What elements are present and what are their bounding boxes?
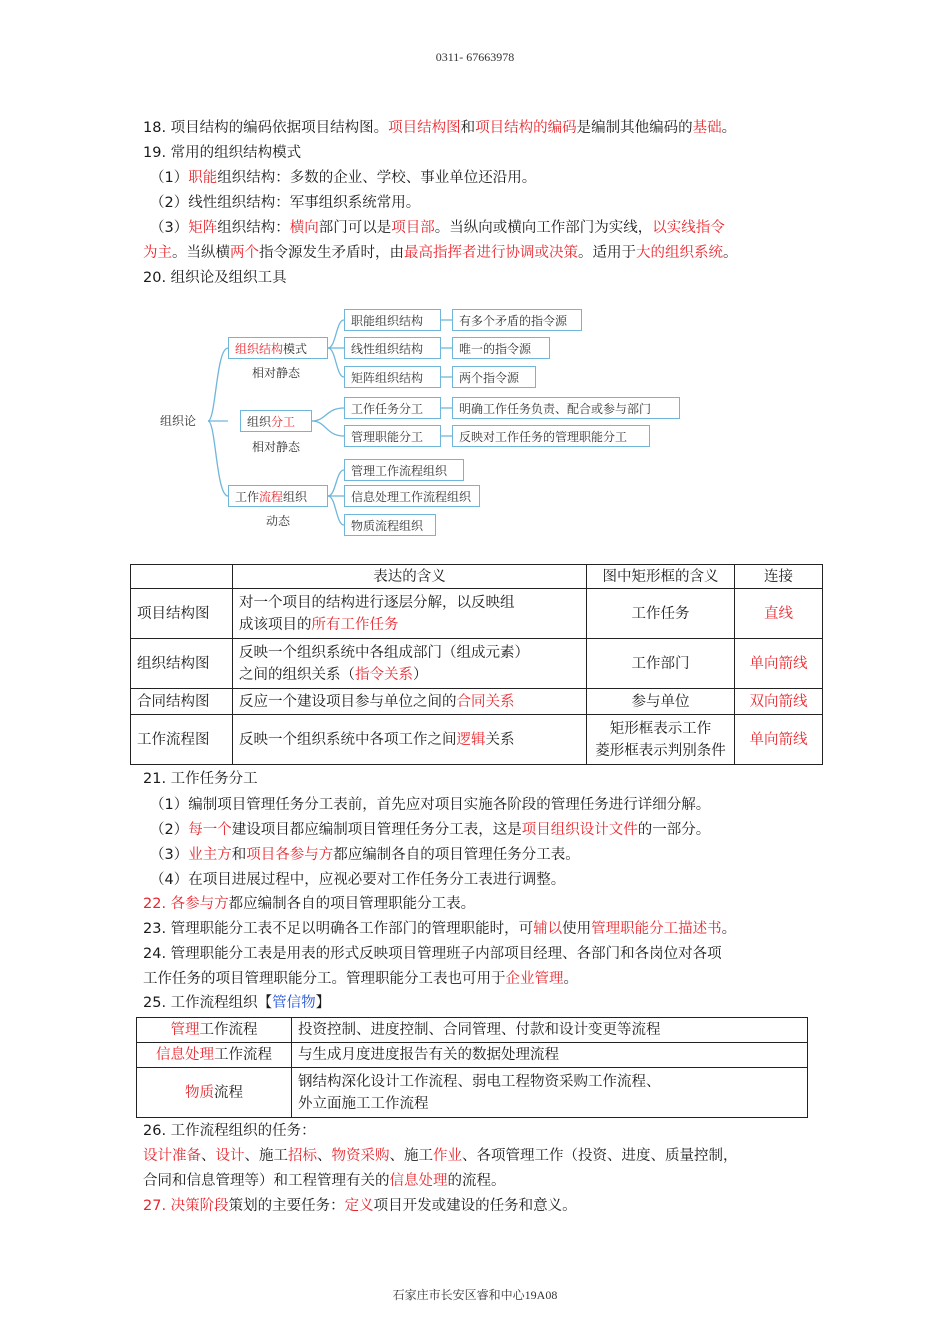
organization-theory-mindmap bbox=[150, 300, 710, 550]
mindmap-root: 组织论 bbox=[160, 414, 197, 428]
table-row: 工作流程图 反映一个组织系统中各项工作之间逻辑关系 矩形框表示工作 菱形框表示判别条件 单向箭线 bbox=[131, 715, 823, 765]
item-25-heading: 25. 工作流程组织【管信物】 bbox=[143, 995, 331, 1011]
mindmap-branch-structure: 组织结构模式 bbox=[228, 337, 328, 359]
mindmap-branch-workflow-sub: 动态 bbox=[266, 514, 291, 528]
mindmap-note: 明确工作任务负责、配合或参与部门 bbox=[452, 397, 680, 419]
item-26-body: 设计准备、设计、施工招标、物资采购、施工作业、各项管理工作（投资、进度、质量控制， bbox=[143, 1148, 738, 1164]
mindmap-item: 物质流程组织 bbox=[344, 514, 436, 536]
mindmap-branch-division: 组织分工 bbox=[240, 410, 312, 432]
mindmap-item: 信息处理工作流程组织 bbox=[344, 485, 480, 507]
table-header: 图中矩形框的含义 bbox=[587, 565, 735, 589]
item-22: 22. 各参与方都应编制各自的项目管理职能分工表。 bbox=[143, 896, 476, 912]
item-23: 23. 管理职能分工表不足以明确各工作部门的管理职能时，可辅以使用管理职能分工描述书。 bbox=[143, 921, 737, 937]
item-19-2: （2）线性组织结构：军事组织系统常用。 bbox=[150, 195, 421, 211]
item-21-3: （3）业主方和项目各参与方都应编制各自的项目管理任务分工表。 bbox=[150, 847, 580, 863]
item-19-3-cont: 为主。当纵横两个指令源发生矛盾时，由最高指挥者进行协调或决策。适用于大的组织系统。 bbox=[143, 245, 738, 261]
table-row: 信息处理工作流程 与生成月度进度报告有关的数据处理流程 bbox=[137, 1043, 808, 1068]
mindmap-item: 工作任务分工 bbox=[344, 397, 441, 419]
table-header: 连接 bbox=[735, 565, 823, 589]
workflow-table bbox=[136, 1017, 808, 1118]
item-21-4: （4）在项目进展过程中，应视必要对工作任务分工表进行调整。 bbox=[150, 872, 566, 888]
item-24: 24. 管理职能分工表是用表的形式反映项目管理班子内部项目经理、各部门和各岗位对各项 bbox=[143, 946, 722, 962]
table-row: 项目结构图 对一个项目的结构进行逐层分解，以反映组 成该项目的所有工作任务 工作任务 直线 bbox=[131, 589, 823, 639]
item-21-1: （1）编制项目管理任务分工表前，首先应对项目实施各阶段的管理任务进行详细分解。 bbox=[150, 797, 711, 813]
table-row: 合同结构图 反应一个建设项目参与单位之间的合同关系 参与单位 双向箭线 bbox=[131, 689, 823, 715]
item-21-heading: 21. 工作任务分工 bbox=[143, 771, 258, 787]
item-20-heading: 20. 组织论及组织工具 bbox=[143, 270, 287, 286]
mindmap-note: 有多个矛盾的指令源 bbox=[452, 309, 582, 331]
item-19-3: （3）矩阵组织结构：横向部门可以是项目部。当纵向或横向工作部门为实线，以实线指令 bbox=[150, 220, 725, 236]
table-row: 组织结构图 反映一个组织系统中各组成部门（组成元素） 之间的组织关系（指令关系） 工作部门 单向箭线 bbox=[131, 639, 823, 689]
mindmap-branch-structure-sub: 相对静态 bbox=[252, 366, 301, 380]
mindmap-branch-division-sub: 相对静态 bbox=[252, 440, 301, 454]
table-header bbox=[131, 565, 233, 589]
item-19-1: （1）职能组织结构：多数的企业、学校、事业单位还沿用。 bbox=[150, 170, 537, 186]
table-row: 物质流程 钢结构深化设计工作流程、弱电工程物资采购工作流程、 外立面施工工作流程 bbox=[137, 1068, 808, 1118]
mindmap-item: 管理职能分工 bbox=[344, 425, 441, 447]
mindmap-note: 反映对工作任务的管理职能分工 bbox=[452, 425, 650, 447]
footer-address: 石家庄市长安区睿和中心19A08 bbox=[392, 1288, 558, 1302]
table-row: 管理工作流程 投资控制、进度控制、合同管理、付款和设计变更等流程 bbox=[137, 1018, 808, 1043]
item-19-heading: 19. 常用的组织结构模式 bbox=[143, 145, 302, 161]
mindmap-note: 唯一的指令源 bbox=[452, 337, 550, 359]
item-26-heading: 26. 工作流程组织的任务： bbox=[143, 1123, 316, 1139]
header-phone: 0311- 67663978 bbox=[435, 50, 515, 64]
item-27: 27. 决策阶段策划的主要任务：定义项目开发或建设的任务和意义。 bbox=[143, 1198, 577, 1214]
mindmap-note: 两个指令源 bbox=[452, 366, 536, 388]
diagram-comparison-table bbox=[130, 564, 823, 765]
mindmap-item: 管理工作流程组织 bbox=[344, 459, 464, 481]
item-21-2: （2）每一个建设项目都应编制项目管理任务分工表，这是项目组织设计文件的一部分。 bbox=[150, 822, 711, 838]
item-18: 18. 项目结构的编码依据项目结构图。项目结构图和项目结构的编码是编制其他编码的基础。 bbox=[143, 120, 737, 136]
table-header: 表达的含义 bbox=[233, 565, 587, 589]
mindmap-branch-workflow: 工作流程组织 bbox=[228, 485, 328, 507]
mindmap-item: 矩阵组织结构 bbox=[344, 366, 441, 388]
item-26-body-cont: 合同和信息管理等）和工程管理有关的信息处理的流程。 bbox=[143, 1173, 506, 1189]
mindmap-item: 职能组织结构 bbox=[344, 309, 441, 331]
item-24-cont: 工作任务的项目管理职能分工。管理职能分工表也可用于企业管理。 bbox=[143, 971, 578, 987]
mindmap-item: 线性组织结构 bbox=[344, 337, 441, 359]
